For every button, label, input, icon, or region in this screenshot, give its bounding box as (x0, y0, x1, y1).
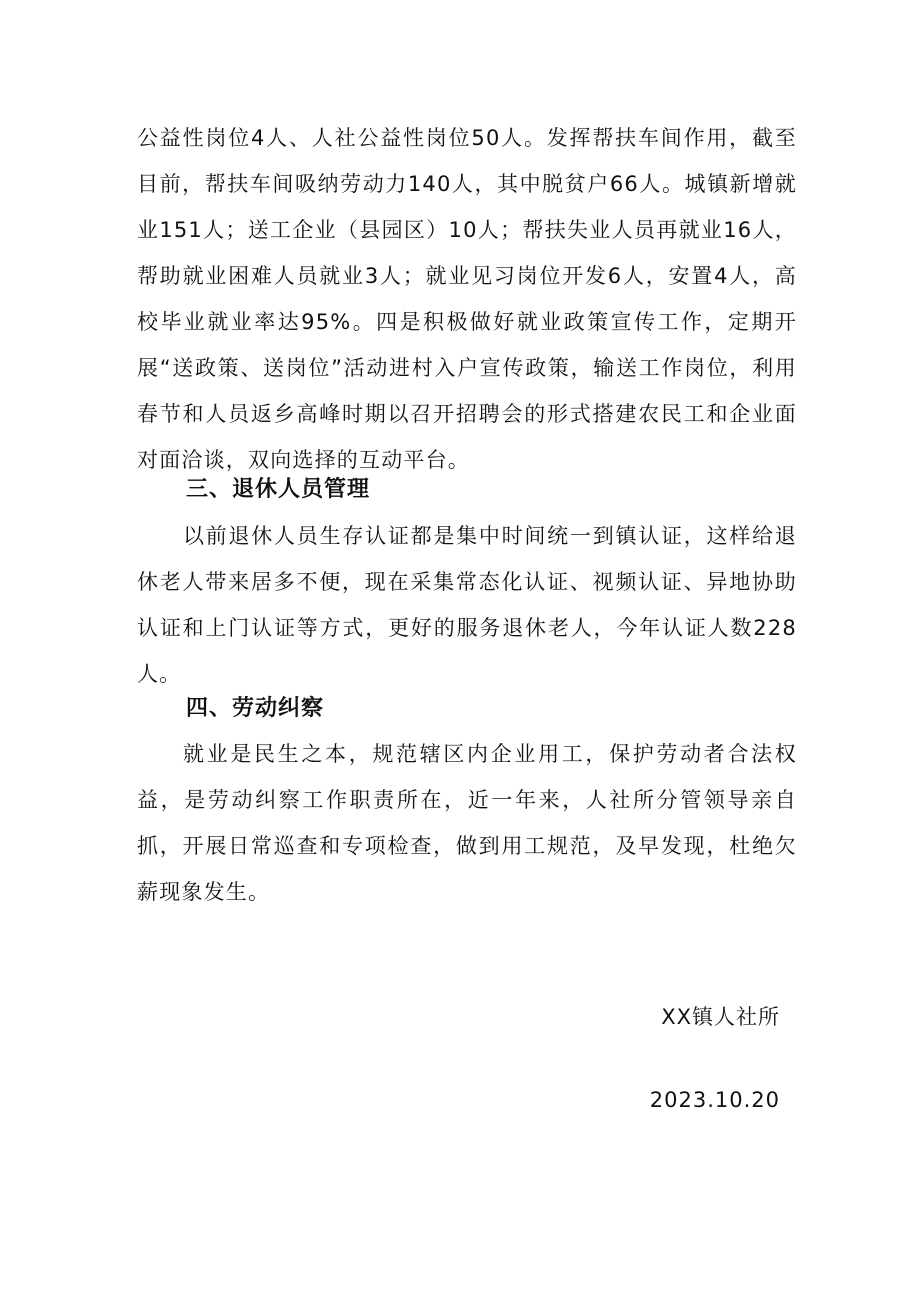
paragraph-retiree-management: 以前退休人员生存认证都是集中时间统一到镇认证，这样给退休老人带来居多不便，现在采集常态化认证、视频认证、异地协助认证和上门认证等方式，更好的服务退休老人，今年认证人数228人。 (137, 524, 797, 686)
paragraph-labor-inspection: 就业是民生之本，规范辖区内企业用工，保护劳动者合法权益，是劳动纠察工作职责所在，近一年来，人社所分管领导亲自抓，开展日常巡查和专项检查，做到用工规范，及早发现，杜绝欠薪现象发生。 (137, 742, 797, 904)
section-heading-labor-inspection: 四、劳动纠察 (186, 696, 325, 721)
signature-date: 2023.10.20 (649, 1088, 780, 1112)
paragraph-employment-summary: 公益性岗位4人、人社公益性岗位50人。发挥帮扶车间作用，截至目前，帮扶车间吸纳劳动力140人，其中脱贫户66人。城镇新增就业151人；送工企业（县园区）10人；帮扶失业人员再就业16人，帮助就业困难人员就业3人；就业见习岗位开发6人，安置4人，高校毕业就业率达95%。四是积极做好就业政策宣传工作，定期开展“送政策、送岗位”活动进村入户宣传政策，输送工作岗位，利用春节和人员返乡高峰时期以召开招聘会的形式搭建农民工和企业面对面洽谈，双向选择的互动平台。 (137, 126, 797, 472)
section-heading-retiree-management: 三、退休人员管理 (186, 477, 371, 502)
signature-organization: XX镇人社所 (661, 1005, 780, 1029)
